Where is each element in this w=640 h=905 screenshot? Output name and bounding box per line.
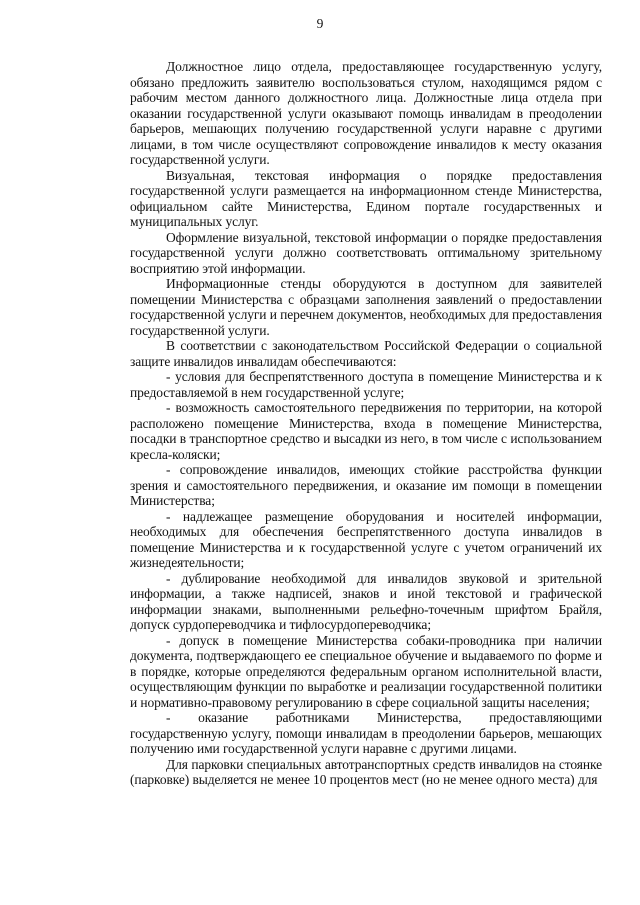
paragraph-visual-info-placement: Визуальная, текстовая информация о порядке предоставления государственной услуги размещается на информационном стенде Министерства, официальном сайте Министерства, Едином портале государственных и муниципальных услуг. xyxy=(130,167,602,229)
list-item-equipment-placement: - надлежащее размещение оборудования и носителей информации, необходимых для обеспечения беспрепятственного доступа инвалидов в помещение Министерства и к государственной услуге с учетом ограничений их жизнедеятельности; xyxy=(130,508,602,570)
paragraph-official-obligations: Должностное лицо отдела, предоставляющее государственную услугу, обязано предложить заявителю воспользоваться стулом, находящимся рядом с рабочим местом данного должностного лица. Должностные лица отдела при оказании государственной услуги оказывают помощь инвалидам в преодолении барьеров, мешающих получению государственной услуги наравне с другими лицами, в том числе осуществляют сопровождение инвалидов к месту оказания государственной услуги. xyxy=(130,59,602,167)
list-item-staff-assistance: - оказание работниками Министерства, предоставляющими государственную услугу, помощи инвалидам в преодолении барьеров, мешающих получению ими государственной услуги наравне с другими лицами. xyxy=(130,710,602,756)
document-body xyxy=(130,59,602,788)
list-item-independent-movement: - возможность самостоятельного передвижения по территории, на которой расположено помещение Министерства, входа в помещение Министерства, посадки в транспортное средство и высадки из него, в том числе с использованием кресла-коляски; xyxy=(130,400,602,462)
paragraph-information-stands: Информационные стенды оборудуются в доступном для заявителей помещении Министерства с образцами заполнения заявлений о предоставлении государственной услуги и перечнем документов, необходимых для предоставления государственной услуги. xyxy=(130,276,602,338)
list-item-guide-dog-admission: - допуск в помещение Министерства собаки-проводника при наличии документа, подтверждающего ее специальное обучение и выдаваемого по форме и в порядке, которые определяются федеральным органом исполнительной власти, осуществляющим функции по выработке и реализации государственной политики и нормативно-правовому регулированию в сфере социальной защиты населения; xyxy=(130,632,602,710)
paragraph-disability-rights-intro: В соответствии с законодательством Российской Федерации о социальной защите инвалидов инвалидам обеспечиваются: xyxy=(130,338,602,369)
paragraph-parking: Для парковки специальных автотранспортных средств инвалидов на стоянке (парковке) выделяется не менее 10 процентов мест (но не менее одного места) для xyxy=(130,756,602,787)
list-item-unobstructed-access: - условия для беспрепятственного доступа в помещение Министерства и к предоставляемой в нем государственной услуге; xyxy=(130,369,602,400)
paragraph-visual-info-design: Оформление визуальной, текстовой информации о порядке предоставления государственной услуги должно соответствовать оптимальному зрительному восприятию этой информации. xyxy=(130,229,602,276)
list-item-accompaniment: - сопровождение инвалидов, имеющих стойкие расстройства функции зрения и самостоятельного передвижения, и оказание им помощи в помещении Министерства; xyxy=(130,462,602,508)
list-item-information-duplication: - дублирование необходимой для инвалидов звуковой и зрительной информации, а также надписей, знаков и иной текстовой и графической информации знаками, выполненными рельефно-точечным шрифтом Брайля, допуск сурдопереводчика и тифлосурдопереводчика; xyxy=(130,570,602,632)
page-number: 9 xyxy=(316,16,324,31)
